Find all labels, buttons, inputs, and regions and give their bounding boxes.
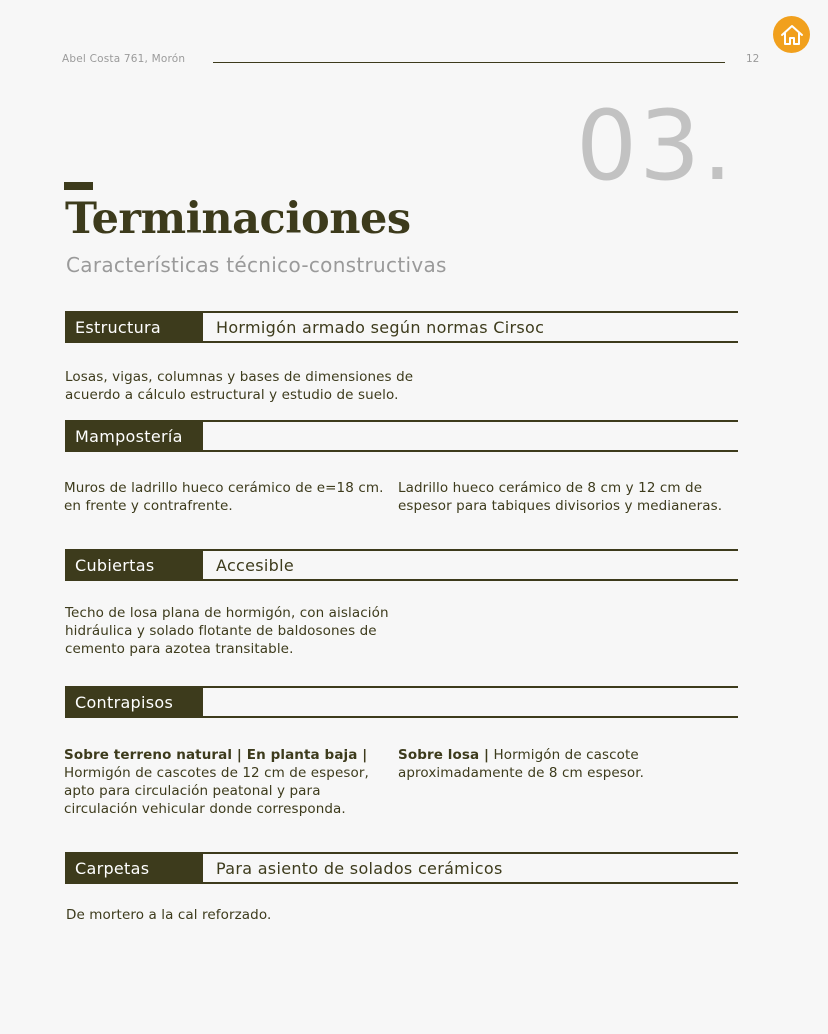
home-icon bbox=[780, 24, 804, 46]
section-value: Accesible bbox=[216, 555, 295, 575]
section-label: Cubiertas bbox=[65, 551, 203, 579]
page-number: 12 bbox=[746, 53, 760, 65]
section-text-carpetas bbox=[66, 906, 271, 924]
text-line: Hormigón de cascotes de 12 cm de espesor, bbox=[64, 765, 369, 781]
text-line: Muros de ladrillo hueco cerámico de e=18 cm. bbox=[64, 480, 384, 496]
text-line: cemento para azotea transitable. bbox=[65, 641, 294, 657]
bold-lead: Sobre terreno natural | En planta baja | bbox=[64, 747, 368, 763]
section-text-contrapisos-left bbox=[64, 746, 369, 818]
text-line: aproximadamente de 8 cm espesor. bbox=[398, 765, 645, 781]
header-divider bbox=[213, 62, 725, 63]
section-text-mamposteria-left bbox=[64, 479, 384, 515]
text-line: en frente y contrafrente. bbox=[64, 498, 233, 514]
bold-lead: Sobre losa | bbox=[398, 747, 490, 763]
section-header-estructura bbox=[65, 311, 738, 343]
section-label: Contrapisos bbox=[65, 688, 203, 716]
section-header-contrapisos bbox=[65, 686, 738, 718]
section-number: 03. bbox=[576, 90, 735, 202]
section-header-cubiertas bbox=[65, 549, 738, 581]
section-label: Carpetas bbox=[65, 854, 203, 882]
section-text-cubiertas bbox=[65, 604, 389, 658]
page-title: Terminaciones bbox=[65, 194, 411, 244]
page-subtitle: Características técnico-constructivas bbox=[66, 253, 447, 277]
section-text-contrapisos-right bbox=[398, 746, 644, 782]
text-line-bold bbox=[64, 746, 369, 764]
text-line: De mortero a la cal reforzado. bbox=[66, 907, 272, 923]
text-rest: Hormigón de cascote bbox=[489, 747, 639, 763]
header-address: Abel Costa 761, Morón bbox=[62, 53, 186, 65]
text-line: circulación vehicular donde corresponda. bbox=[64, 801, 346, 817]
text-line: apto para circulación peatonal y para bbox=[64, 783, 321, 799]
text-line: Techo de losa plana de hormigón, con aislación bbox=[65, 605, 389, 621]
text-line: Losas, vigas, columnas y bases de dimensiones de bbox=[65, 369, 414, 385]
text-line: acuerdo a cálculo estructural y estudio de suelo. bbox=[65, 387, 399, 403]
text-line: hidráulica y solado flotante de baldosones de bbox=[65, 623, 377, 639]
text-line-bold bbox=[398, 746, 644, 764]
text-line: espesor para tabiques divisorios y medianeras. bbox=[398, 498, 723, 514]
section-label: Estructura bbox=[65, 313, 203, 341]
text-line: Ladrillo hueco cerámico de 8 cm y 12 cm de bbox=[398, 480, 703, 496]
section-label: Mampostería bbox=[65, 422, 203, 450]
section-text-estructura bbox=[65, 368, 413, 404]
section-value: Hormigón armado según normas Cirsoc bbox=[216, 317, 545, 337]
section-value: Para asiento de solados cerámicos bbox=[216, 858, 503, 878]
title-accent-bar bbox=[64, 182, 93, 190]
section-header-carpetas bbox=[65, 852, 738, 884]
section-header-mamposteria bbox=[65, 420, 738, 452]
home-button[interactable] bbox=[773, 16, 810, 53]
section-text-mamposteria-right bbox=[398, 479, 722, 515]
